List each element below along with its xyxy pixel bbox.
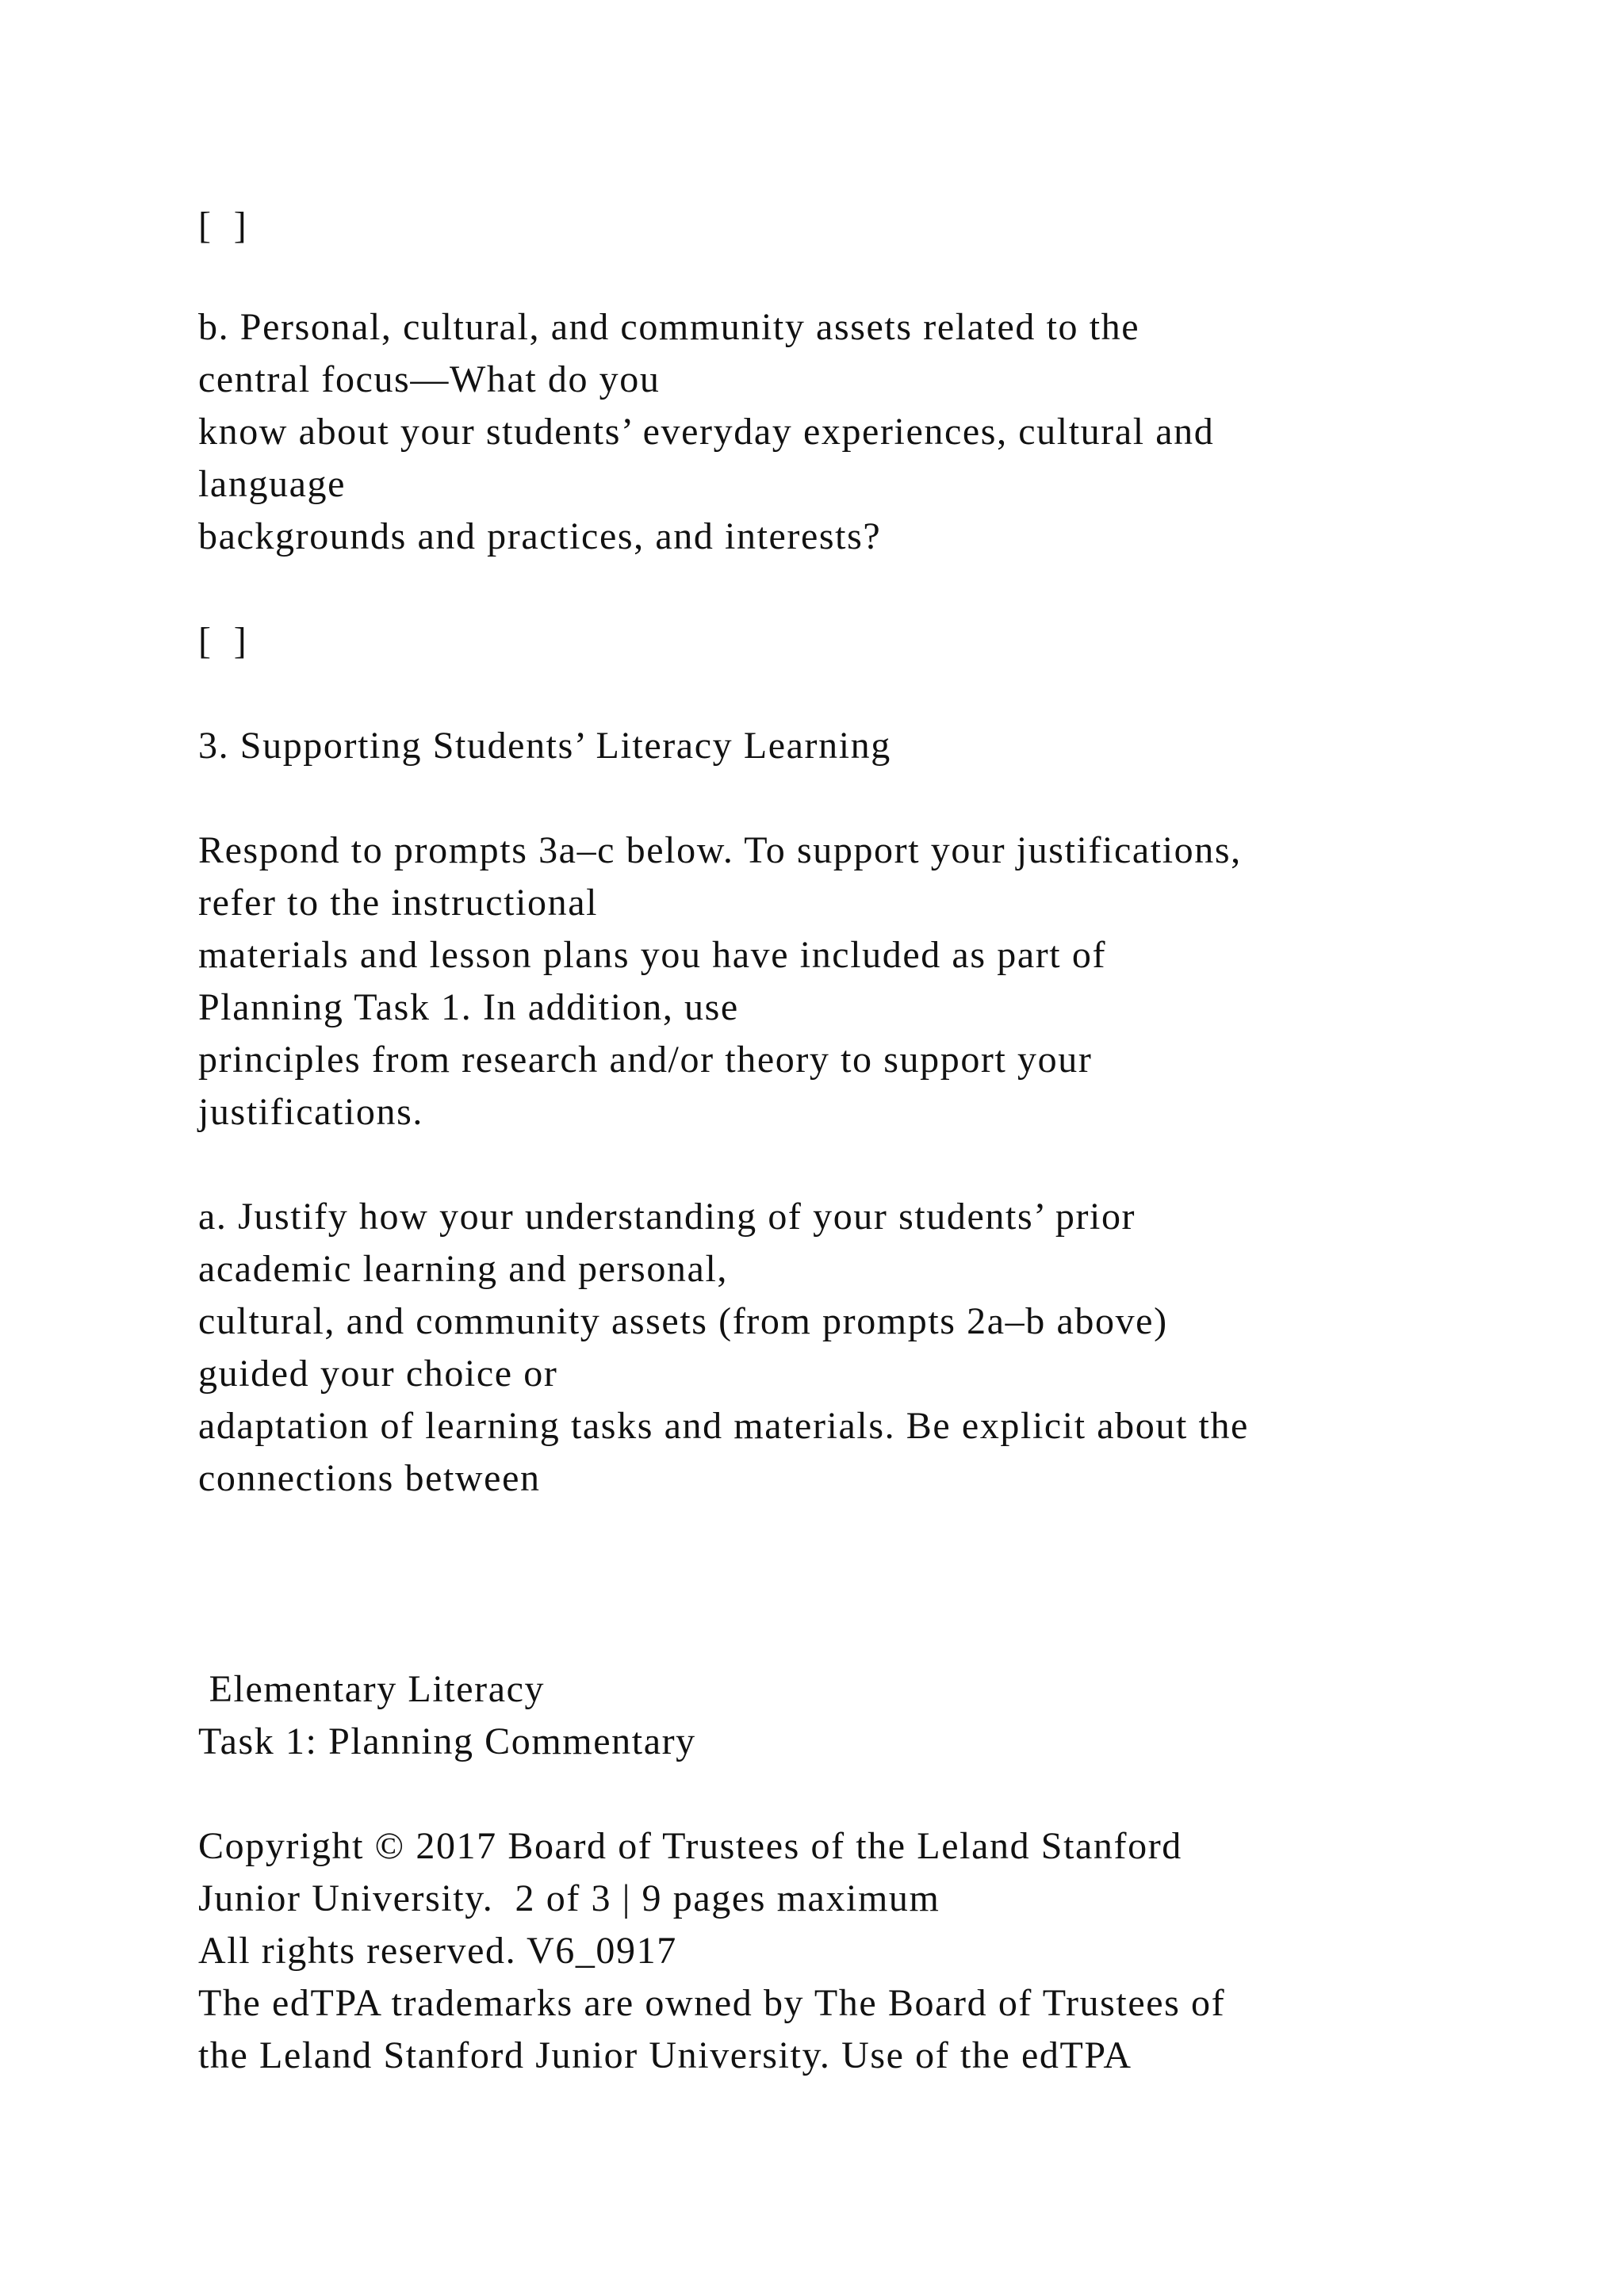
prompt-3a-line-3: cultural, and community assets (from prompts 2a–b above) [198,1300,1168,1342]
footer-rights: All rights reserved. V6_0917 [198,1930,677,1972]
prompt-3a-line-4: guided your choice or [198,1353,558,1395]
prompt-3a-line-5: adaptation of learning tasks and materials. Be explicit about the [198,1405,1249,1447]
response-placeholder-2b: [ ] [198,620,248,662]
prompt-3a-line-1: a. Justify how your understanding of your students’ prior [198,1196,1136,1238]
footer-trademark-line-2: the Leland Stanford Junior University. Use of the edTPA [198,2034,1132,2076]
footer-task-title: Task 1: Planning Commentary [198,1720,696,1762]
response-placeholder-2a: [ ] [198,205,248,247]
prompt-2b-line-3: know about your students’ everyday experiences, cultural and [198,411,1215,453]
section-3-intro-line-2: refer to the instructional [198,882,599,924]
prompt-2b-line-5: backgrounds and practices, and interests? [198,515,882,557]
section-3-intro-line-6: justifications. [198,1091,423,1133]
footer-copyright-line-2: Junior University. 2 of 3 | 9 pages maximum [198,1877,940,1919]
prompt-3a-line-6: connections between [198,1457,541,1499]
section-3-intro-line-5: principles from research and/or theory to support your [198,1039,1093,1081]
prompt-2b-line-2: central focus—What do you [198,358,661,400]
footer-trademark-line-1: The edTPA trademarks are owned by The Board of Trustees of [198,1982,1226,2024]
prompt-2b-line-4: language [198,463,347,505]
footer-subject: Elementary Literacy [198,1668,546,1710]
section-3-heading: 3. Supporting Students’ Literacy Learning [198,725,891,767]
prompt-3a-line-2: academic learning and personal, [198,1248,728,1290]
section-3-intro-line-3: materials and lesson plans you have included as part of [198,934,1107,976]
footer-copyright-line-1: Copyright © 2017 Board of Trustees of the Leland Stanford [198,1825,1182,1867]
prompt-2b-line-1: b. Personal, cultural, and community assets related to the [198,306,1140,348]
section-3-intro-line-4: Planning Task 1. In addition, use [198,986,739,1028]
section-3-intro-line-1: Respond to prompts 3a–c below. To support your justifications, [198,829,1242,871]
